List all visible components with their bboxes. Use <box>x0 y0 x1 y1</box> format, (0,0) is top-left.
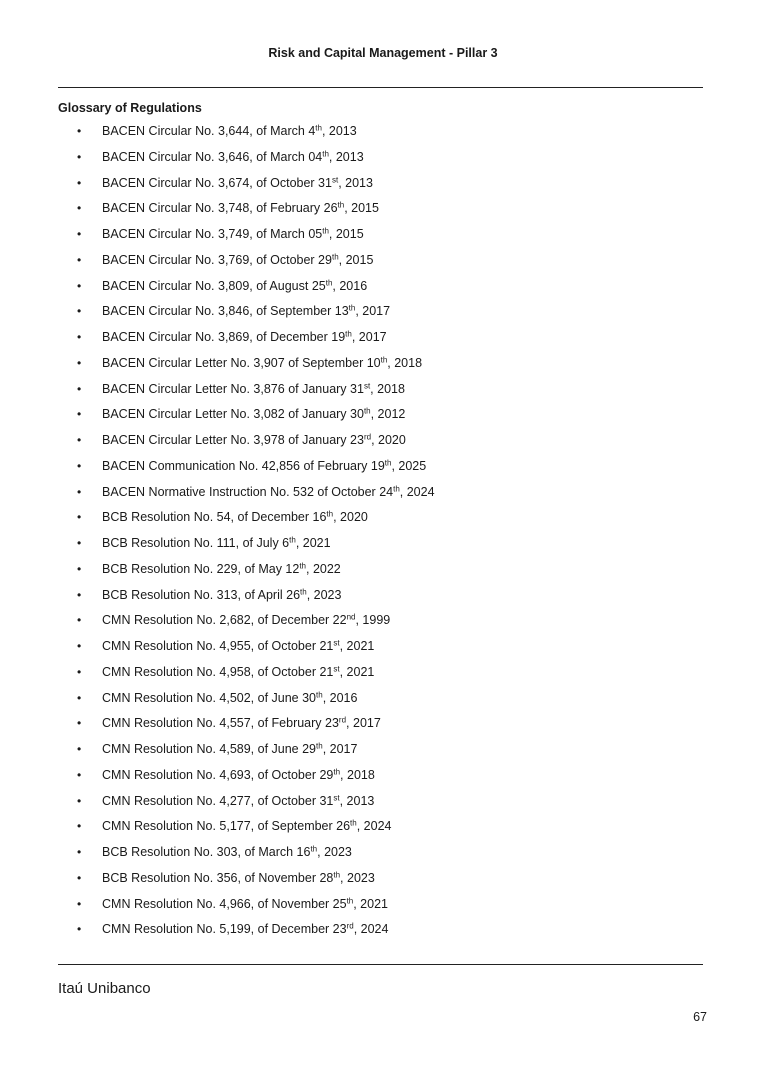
regulation-year: , 2017 <box>346 716 381 731</box>
regulation-text: BACEN Circular Letter No. 3,907 of September 10 <box>102 355 381 370</box>
bullet-icon: • <box>77 922 82 937</box>
regulation-year: , 2021 <box>339 639 375 653</box>
regulation-text: CMN Resolution No. 5,199, of December 23 <box>102 922 347 937</box>
bullet-icon: • <box>77 742 82 756</box>
date-ordinal-suffix: th <box>363 406 371 416</box>
date-ordinal-suffix: th <box>348 303 356 313</box>
list-item <box>58 198 435 224</box>
bullet-icon: • <box>77 175 82 190</box>
list-item <box>58 688 435 714</box>
list-item <box>58 868 435 894</box>
regulation-text: BACEN Circular No. 3,869, of December 19 <box>102 330 346 344</box>
bullet-icon: • <box>77 381 82 396</box>
regulation-year: , 2023 <box>340 870 375 885</box>
bullet-icon: • <box>77 278 82 293</box>
regulation-text: CMN Resolution No. 5,177, of September 26 <box>102 819 351 834</box>
bullet-icon: • <box>77 433 82 447</box>
date-ordinal-suffix: rd <box>338 715 347 725</box>
bullet-icon: • <box>77 716 82 731</box>
regulation-text: CMN Resolution No. 4,277, of October 31 <box>102 793 334 808</box>
regulation-year: , 2018 <box>340 767 375 782</box>
date-ordinal-suffix: rd <box>363 432 372 442</box>
date-ordinal-suffix: st <box>363 381 371 391</box>
bullet-icon: • <box>77 407 82 422</box>
date-ordinal-suffix: th <box>326 509 334 519</box>
date-ordinal-suffix: th <box>350 818 357 828</box>
regulation-year: , 2015 <box>344 201 379 216</box>
list-item <box>58 456 435 482</box>
date-ordinal-suffix: st <box>331 175 339 185</box>
bullet-icon: • <box>77 201 82 216</box>
list-item <box>58 404 435 430</box>
regulation-text: CMN Resolution No. 4,955, of October 21 <box>102 639 334 653</box>
regulation-year: , 2021 <box>353 896 388 911</box>
regulation-year: , 2017 <box>351 330 387 344</box>
bullet-icon: • <box>77 690 82 705</box>
date-ordinal-suffix: th <box>333 767 341 777</box>
bullet-icon: • <box>77 613 82 628</box>
regulation-year: , 2013 <box>338 175 373 190</box>
regulation-text: BACEN Circular No. 3,646, of March 04 <box>102 149 323 164</box>
list-item <box>58 301 435 327</box>
list-item <box>58 636 435 662</box>
date-ordinal-suffix: th <box>346 896 354 906</box>
date-ordinal-suffix: st <box>333 638 340 648</box>
regulation-year: , 2020 <box>333 510 368 525</box>
list-item <box>58 842 435 868</box>
bullet-icon: • <box>77 664 82 679</box>
date-ordinal-suffix: th <box>333 870 341 880</box>
list-item <box>58 250 435 276</box>
list-item <box>58 430 435 456</box>
date-ordinal-suffix: th <box>289 535 296 545</box>
list-item <box>58 662 435 688</box>
list-item <box>58 713 435 739</box>
date-ordinal-suffix: th <box>322 226 329 236</box>
regulation-text: BCB Resolution No. 111, of July 6 <box>102 536 290 550</box>
bullet-icon: • <box>77 330 82 344</box>
regulation-text: BCB Resolution No. 313, of April 26 <box>102 587 301 602</box>
regulation-year: , 2018 <box>370 381 405 396</box>
list-item <box>58 894 435 920</box>
regulation-text: CMN Resolution No. 4,958, of October 21 <box>102 664 334 679</box>
bullet-icon: • <box>77 124 82 138</box>
regulation-year: , 2023 <box>306 587 342 602</box>
list-item <box>58 353 435 379</box>
regulation-year: , 1999 <box>355 613 391 628</box>
regulation-text: CMN Resolution No. 4,693, of October 29 <box>102 767 334 782</box>
list-item <box>58 585 435 611</box>
regulation-text: BCB Resolution No. 229, of May 12 <box>102 561 300 576</box>
date-ordinal-suffix: th <box>299 561 306 571</box>
regulation-text: BACEN Circular No. 3,769, of October 29 <box>102 252 332 267</box>
regulation-year: , 2012 <box>370 407 406 422</box>
list-item <box>58 919 435 945</box>
list-item <box>58 276 435 302</box>
bullet-icon: • <box>77 304 82 319</box>
regulation-year: , 2018 <box>387 355 423 370</box>
regulation-text: BCB Resolution No. 303, of March 16 <box>102 845 311 859</box>
bullet-icon: • <box>77 355 82 370</box>
date-ordinal-suffix: th <box>345 329 352 339</box>
regulation-year: , 2013 <box>321 124 357 138</box>
header-divider <box>58 87 703 88</box>
regulation-year: , 2015 <box>338 252 374 267</box>
bullet-icon: • <box>77 484 82 499</box>
date-ordinal-suffix: th <box>300 587 307 597</box>
date-ordinal-suffix: th <box>331 252 339 262</box>
date-ordinal-suffix: th <box>393 484 400 494</box>
regulation-text: BACEN Circular No. 3,749, of March 05 <box>102 227 323 241</box>
bullet-icon: • <box>77 870 82 885</box>
regulations-list <box>58 121 435 945</box>
regulation-year: , 2024 <box>356 819 392 834</box>
regulation-year: , 2023 <box>317 845 352 859</box>
regulation-year: , 2022 <box>306 561 341 576</box>
bullet-icon: • <box>77 587 82 602</box>
regulation-year: , 2015 <box>328 227 364 241</box>
list-item <box>58 765 435 791</box>
date-ordinal-suffix: th <box>380 355 388 365</box>
regulation-year: , 2021 <box>295 536 331 550</box>
date-ordinal-suffix: rd <box>346 921 354 931</box>
bullet-icon: • <box>77 149 82 164</box>
list-item <box>58 533 435 559</box>
date-ordinal-suffix: th <box>337 200 345 210</box>
bullet-icon: • <box>77 793 82 808</box>
bullet-icon: • <box>77 767 82 782</box>
regulation-year: , 2016 <box>332 278 368 293</box>
bullet-icon: • <box>77 896 82 911</box>
bullet-icon: • <box>77 536 82 550</box>
bullet-icon: • <box>77 561 82 576</box>
bullet-icon: • <box>77 227 82 241</box>
regulation-text: BACEN Circular Letter No. 3,082 of January 30 <box>102 407 364 422</box>
list-item <box>58 816 435 842</box>
date-ordinal-suffix: nd <box>346 612 356 622</box>
page-number: 67 <box>693 1010 707 1024</box>
list-item <box>58 507 435 533</box>
list-item <box>58 224 435 250</box>
bullet-icon: • <box>77 252 82 267</box>
regulation-year: , 2013 <box>339 793 375 808</box>
regulation-text: BACEN Circular Letter No. 3,978 of January 23 <box>102 433 364 447</box>
list-item <box>58 559 435 585</box>
regulation-text: BACEN Normative Instruction No. 532 of October 24 <box>102 484 394 499</box>
regulation-year: , 2020 <box>371 433 406 447</box>
date-ordinal-suffix: th <box>310 844 318 854</box>
list-item <box>58 739 435 765</box>
bullet-icon: • <box>77 510 82 525</box>
bullet-icon: • <box>77 458 82 473</box>
regulation-text: BCB Resolution No. 54, of December 16 <box>102 510 327 525</box>
section-heading: Glossary of Regulations <box>58 101 202 115</box>
regulation-text: CMN Resolution No. 2,682, of December 22 <box>102 613 347 628</box>
regulation-year: , 2025 <box>391 458 427 473</box>
list-item <box>58 379 435 405</box>
date-ordinal-suffix: th <box>315 123 322 133</box>
regulation-text: CMN Resolution No. 4,502, of June 30 <box>102 690 317 705</box>
regulation-text: BACEN Circular No. 3,748, of February 26 <box>102 201 338 216</box>
regulation-text: CMN Resolution No. 4,966, of November 25 <box>102 896 347 911</box>
regulation-text: BACEN Circular No. 3,846, of September 13 <box>102 304 349 319</box>
regulation-year: , 2017 <box>355 304 391 319</box>
date-ordinal-suffix: th <box>322 149 329 159</box>
bullet-icon: • <box>77 819 82 834</box>
date-ordinal-suffix: st <box>333 664 340 674</box>
date-ordinal-suffix: st <box>333 793 340 803</box>
regulation-year: , 2021 <box>339 664 375 679</box>
regulation-text: BACEN Circular No. 3,809, of August 25 <box>102 278 326 293</box>
list-item <box>58 482 435 508</box>
regulation-text: CMN Resolution No. 4,557, of February 23 <box>102 716 339 731</box>
footer-divider <box>58 964 703 965</box>
regulation-text: BACEN Circular No. 3,674, of October 31 <box>102 175 332 190</box>
date-ordinal-suffix: th <box>384 458 392 468</box>
footer-company-name: Itaú Unibanco <box>58 980 151 997</box>
list-item <box>58 791 435 817</box>
regulation-year: , 2013 <box>328 149 364 164</box>
regulation-text: CMN Resolution No. 4,589, of June 29 <box>102 742 317 756</box>
date-ordinal-suffix: th <box>316 690 323 700</box>
list-item <box>58 147 435 173</box>
list-item <box>58 327 435 353</box>
regulation-text: BACEN Communication No. 42,856 of February 19 <box>102 458 385 473</box>
regulation-text: BCB Resolution No. 356, of November 28 <box>102 870 334 885</box>
bullet-icon: • <box>77 639 82 653</box>
regulation-text: BACEN Circular No. 3,644, of March 4 <box>102 124 316 138</box>
list-item <box>58 610 435 636</box>
regulation-text: BACEN Circular Letter No. 3,876 of January 31 <box>102 381 364 396</box>
regulation-year: , 2024 <box>353 922 389 937</box>
date-ordinal-suffix: th <box>316 741 323 751</box>
date-ordinal-suffix: th <box>325 278 333 288</box>
regulation-year: , 2024 <box>399 484 435 499</box>
bullet-icon: • <box>77 845 82 859</box>
regulation-year: , 2016 <box>322 690 358 705</box>
list-item <box>58 121 435 147</box>
page-header-title: Risk and Capital Management - Pillar 3 <box>268 46 498 60</box>
regulation-year: , 2017 <box>322 742 358 756</box>
list-item <box>58 173 435 199</box>
